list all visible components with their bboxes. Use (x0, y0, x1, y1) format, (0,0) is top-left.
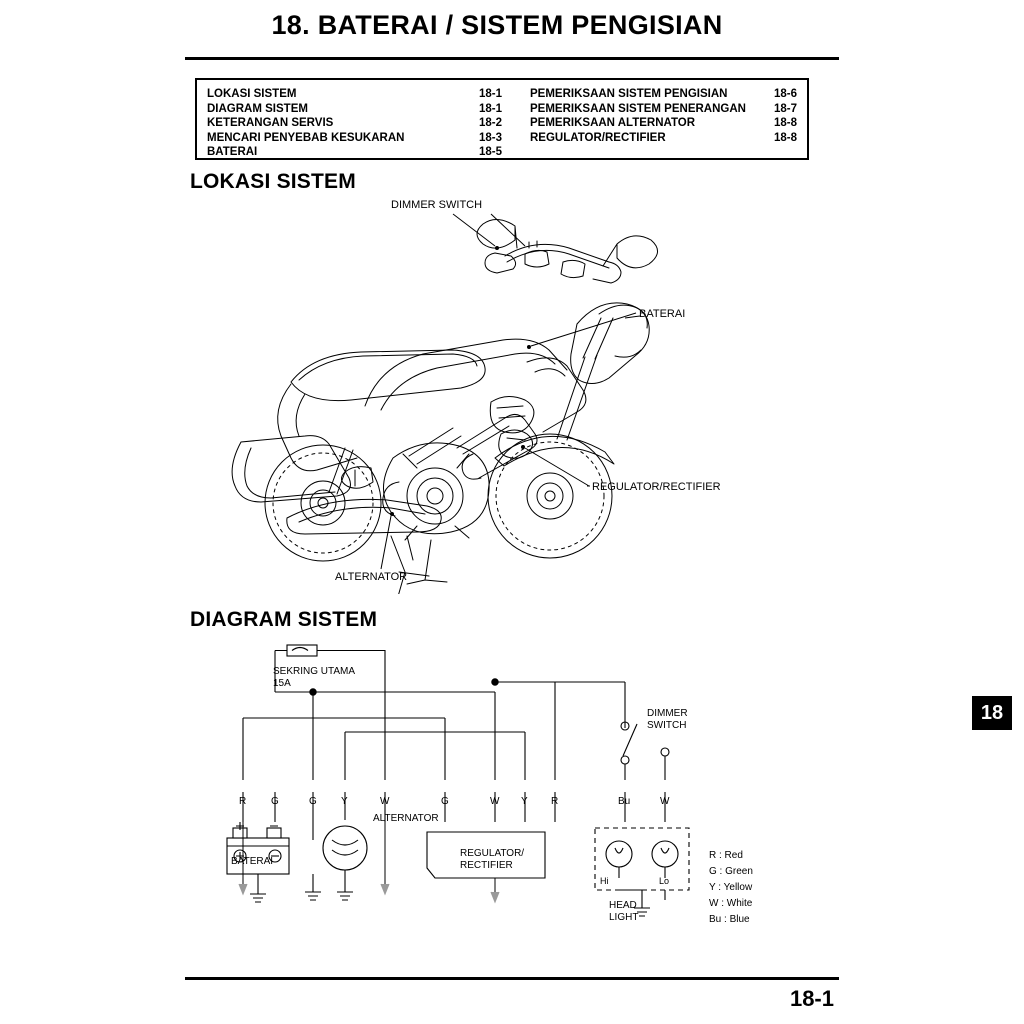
legend-item: R : Red (709, 850, 743, 861)
footer-divider (185, 977, 839, 980)
dimmer-label-line2: SWITCH (647, 720, 687, 731)
regulator-label-line2: RECTIFIER (460, 860, 513, 871)
headlight-lo-label: Lo (659, 876, 670, 886)
wire-code: Y (341, 796, 348, 807)
regulator-label-line1: REGULATOR/ (460, 848, 525, 859)
dimmer-label-line1: DIMMER (647, 708, 688, 719)
section-heading-diagram-sistem: DIAGRAM SISTEM (190, 608, 378, 631)
toc-label: KETERANGAN SERVIS (207, 117, 334, 129)
toc-column-left (207, 87, 502, 160)
legend-item: G : Green (709, 866, 753, 877)
callout-regulator-rectifier (521, 445, 721, 493)
toc-label: MENCARI PENYEBAB KESUKARAN (207, 131, 405, 144)
chapter-tab: 18 (972, 696, 1012, 730)
alternator-label: ALTERNATOR (373, 813, 439, 824)
fuse-label-line1: SEKRING UTAMA (273, 666, 356, 677)
wire-code: W (380, 796, 390, 807)
toc-page: 18-7 (773, 102, 797, 115)
wire-code: G (309, 796, 317, 807)
wire-code: Bu (618, 796, 631, 807)
callout-label-alternator: ALTERNATOR (335, 571, 408, 583)
list-item[interactable] (530, 131, 797, 146)
legend-item: Bu : Blue (709, 914, 750, 925)
toc-page: 18-1 (478, 102, 502, 115)
headlight-label-line2: LIGHT (609, 912, 639, 923)
legend-item: W : White (709, 898, 753, 909)
wiring-diagram (195, 640, 809, 945)
toc-label: LOKASI SISTEM (207, 88, 297, 100)
toc-label: PEMERIKSAAN ALTERNATOR (530, 117, 696, 129)
callout-baterai (527, 308, 685, 349)
toc-page: 18-3 (478, 131, 502, 144)
toc-label: PEMERIKSAAN SISTEM PENERANGAN (530, 102, 746, 115)
toc-page: 18-2 (478, 117, 502, 129)
page-title: 18. BATERAI / SISTEM PENGISIAN (271, 10, 723, 40)
page-number: 18-1 (789, 986, 834, 1011)
wire-code: G (441, 796, 449, 807)
fuse-label-line2: 15A (273, 678, 291, 689)
header-divider (185, 57, 839, 60)
toc-page: 18-5 (478, 146, 502, 158)
motorcycle-illustration (195, 196, 809, 594)
callout-alternator (335, 512, 407, 583)
wire-code: W (660, 796, 670, 807)
list-item[interactable] (530, 116, 797, 131)
headlight-hi-label: Hi (600, 876, 609, 886)
wire-code: Y (521, 796, 528, 807)
toc-label: PEMERIKSAAN SISTEM PENGISIAN (530, 88, 728, 100)
callout-label-regulator-rectifier: REGULATOR/RECTIFIER (592, 481, 721, 493)
toc-page: 18-1 (478, 88, 502, 100)
wire-code: R (551, 796, 559, 807)
list-item[interactable] (207, 87, 502, 102)
toc-column-right (502, 87, 797, 160)
list-item[interactable] (530, 102, 797, 117)
callout-label-dimmer-switch: DIMMER SWITCH (391, 199, 483, 211)
list-item[interactable] (530, 87, 797, 102)
list-item[interactable] (207, 102, 502, 117)
toc-label: DIAGRAM SISTEM (207, 102, 308, 115)
toc-page: 18-8 (773, 117, 797, 129)
table-of-contents (195, 78, 809, 160)
callout-label-baterai: BATERAI (639, 308, 686, 320)
list-item[interactable] (207, 131, 502, 146)
battery-label: BATERAI (231, 856, 274, 867)
toc-label: REGULATOR/RECTIFIER (530, 131, 666, 144)
toc-page: 18-8 (773, 131, 797, 144)
section-heading-lokasi-sistem: LOKASI SISTEM (190, 170, 356, 193)
list-item[interactable] (207, 145, 502, 160)
wire-code: R (239, 796, 247, 807)
headlight-label-line1: HEAD (609, 900, 637, 911)
toc-label: BATERAI (207, 146, 258, 158)
wire-code: G (271, 796, 279, 807)
toc-page: 18-6 (773, 88, 797, 100)
wire-code: W (490, 796, 500, 807)
list-item[interactable] (207, 116, 502, 131)
legend-item: Y : Yellow (709, 882, 753, 893)
